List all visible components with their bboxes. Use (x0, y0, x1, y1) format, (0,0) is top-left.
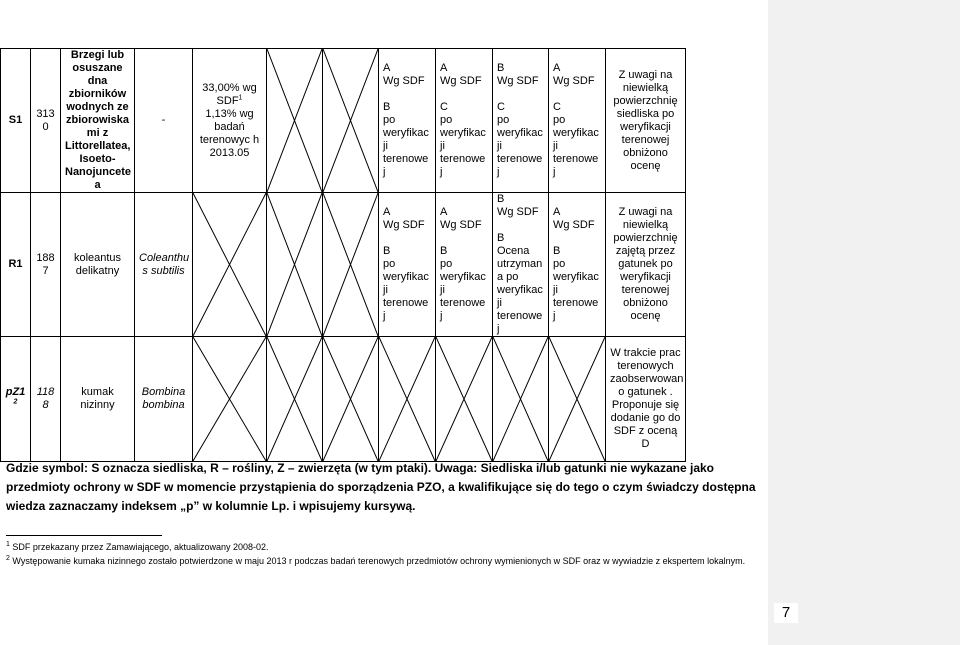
assessment-line: C (440, 101, 448, 113)
assessment-line: po (383, 258, 396, 270)
pct-survey: 1,13% wg badań terenowyc h 2013.05 (199, 107, 260, 159)
assessment-line: weryfikac (440, 127, 486, 139)
assessment-line: B (553, 245, 561, 257)
empty-crossed-cell (267, 49, 323, 193)
assessment-line: terenowe (553, 153, 599, 165)
assessment-line: ji (553, 284, 558, 296)
footnote-ref: 1 (238, 93, 243, 101)
legend-note: Gdzie symbol: S oznacza siedliska, R – rośliny, Z – zwierzęta (w tym ptaki). Uwaga: Siedliska i/lub gatunki nie wykazane jako przedmioty ochrony w SDF w momencie przystąpienia do sporządzenia PZO, a kwalifikujące się do tego o czym świadczy dostępna wiedza zaznaczamy indeksem „p” w kolumnie Lp. i wpisujemy kursywą. (6, 461, 756, 513)
empty-crossed-cell (267, 337, 323, 462)
assessment-line: weryfikac (497, 127, 543, 139)
row-name: Brzegi lub osuszane dna zbiorników wodnych ze zbiorowiska mi z Littorellatea, Isoeto-Nanojuncete a (61, 49, 135, 193)
row-latin-name: Coleanthu s subtilis (135, 193, 193, 337)
assessment-line: B (497, 193, 505, 205)
assessment-line: j (440, 166, 443, 178)
assessment-line: po (440, 258, 453, 270)
empty-crossed-cell (379, 337, 436, 462)
assessment-cell (549, 193, 606, 337)
assessment-line: Wg SDF (440, 75, 482, 87)
footnote-2 (6, 555, 766, 567)
row-number: 313 0 (31, 49, 61, 193)
pct-sdf: 33,00% wg SDF (202, 81, 257, 107)
footnote-text: SDF przekazany przez Zamawiającego, aktualizowany 2008-02. (12, 542, 269, 552)
assessment-line: B (383, 245, 391, 257)
assessment-cell (436, 49, 493, 193)
assessment-line: weryfikac (497, 284, 543, 296)
protection-subjects-table (0, 48, 769, 462)
page-number: 7 (774, 603, 798, 623)
assessment-line: j (553, 166, 556, 178)
assessment-line: po (553, 114, 566, 126)
assessment-line: terenowe (497, 153, 543, 165)
remarks-cell: W trakcie prac terenowych zaobserwowan o gatunek . Proponuje się dodanie go do SDF z oceną D (606, 337, 686, 462)
assessment-line: ji (553, 140, 558, 152)
row-number: 188 7 (31, 193, 61, 337)
assessment-line: ji (497, 297, 502, 309)
empty-crossed-cell (267, 193, 323, 337)
assessment-line: Wg SDF (383, 219, 425, 231)
table-row (1, 193, 769, 337)
row-name: koleantus delikatny (61, 193, 135, 337)
assessment-line: po (440, 114, 453, 126)
row-latin-name: - (135, 49, 193, 193)
assessment-line: Wg SDF (497, 206, 539, 218)
footnote-divider (6, 535, 162, 536)
assessment-line: Wg SDF (440, 219, 482, 231)
remarks-cell: Z uwagi na niewielką powierzchnię siedliska po weryfikacji terenowej obniżono ocenę (606, 49, 686, 193)
row-code-text: pZ1 (5, 386, 26, 398)
assessment-line: A (440, 62, 448, 74)
assessment-line: j (497, 323, 500, 335)
assessment-line: weryfikac (553, 127, 599, 139)
assessment-line: weryfikac (553, 271, 599, 283)
assessment-cell (549, 49, 606, 193)
assessment-line: A (553, 62, 561, 74)
table-row (1, 49, 769, 193)
assessment-line: Wg SDF (383, 75, 425, 87)
assessment-line: weryfikac (383, 271, 429, 283)
assessment-line: A (383, 206, 391, 218)
empty-crossed-cell (493, 337, 549, 462)
assessment-line: Ocena (497, 245, 530, 257)
assessment-line: ji (383, 284, 388, 296)
empty-crossed-cell (193, 337, 267, 462)
row-code: R1 (1, 193, 31, 337)
assessment-line: j (440, 310, 443, 322)
assessment-line: terenowe (440, 297, 486, 309)
assessment-line: A (440, 206, 448, 218)
row-name: kumak nizinny (61, 337, 135, 462)
empty-crossed-cell (193, 193, 267, 337)
empty-crossed-cell (323, 337, 379, 462)
assessment-line: weryfikac (440, 271, 486, 283)
empty-crossed-cell (549, 337, 606, 462)
assessment-line: ji (440, 140, 445, 152)
footnote-mark: 2 (6, 555, 10, 562)
assessment-line: A (383, 62, 391, 74)
assessment-line: po (553, 258, 566, 270)
footnote-text: Występowanie kumaka nizinnego zostało potwierdzone w maju 2013 r podczas badań terenowych przedmiotów ochrony wymienionych w SDF oraz w wywiadzie z ekspertem lokalnym. (12, 556, 746, 566)
remarks-cell: Z uwagi na niewielką powierzchnię zajętą przez gatunek po weryfikacji terenowej obniżono ocenę (606, 193, 686, 337)
footnote-1 (6, 541, 766, 553)
assessment-line: j (383, 166, 386, 178)
assessment-line: weryfikac (383, 127, 429, 139)
assessment-line: po (383, 114, 396, 126)
empty-crossed-cell (436, 337, 493, 462)
empty-crossed-cell (323, 193, 379, 337)
assessment-line: ji (383, 140, 388, 152)
row-latin-name: Bombina bombina (135, 337, 193, 462)
empty-crossed-cell (323, 49, 379, 193)
assessment-line: C (553, 101, 561, 113)
row-percentage (193, 49, 267, 193)
assessment-line: ji (440, 284, 445, 296)
assessment-line: j (497, 166, 500, 178)
assessment-line: terenowe (553, 297, 599, 309)
assessment-line: Wg SDF (553, 75, 595, 87)
table-row (1, 337, 769, 462)
assessment-line: B (497, 232, 505, 244)
assessment-line: j (553, 310, 556, 322)
row-code (1, 337, 31, 462)
assessment-line: j (383, 310, 386, 322)
assessment-line: Wg SDF (553, 219, 595, 231)
assessment-line: a po (497, 271, 519, 283)
row-number: 118 8 (31, 337, 61, 462)
assessment-cell (379, 49, 436, 193)
footnote-mark: 1 (6, 541, 10, 548)
assessment-cell (493, 49, 549, 193)
assessment-cell (493, 193, 549, 337)
assessment-cell (436, 193, 493, 337)
assessment-line: terenowe (440, 153, 486, 165)
assessment-cell (379, 193, 436, 337)
assessment-line: C (497, 101, 505, 113)
assessment-line: ji (497, 140, 502, 152)
assessment-line: Wg SDF (497, 75, 539, 87)
assessment-line: terenowe (383, 297, 429, 309)
assessment-line: B (383, 101, 391, 113)
assessment-line: terenowe (497, 310, 543, 322)
assessment-line: utrzyman (497, 258, 543, 270)
row-code: S1 (1, 49, 31, 193)
assessment-line: A (553, 206, 561, 218)
right-margin-panel (768, 0, 960, 645)
assessment-line: terenowe (383, 153, 429, 165)
footnote-ref: 2 (13, 398, 18, 406)
assessment-line: po (497, 114, 510, 126)
assessment-line: B (440, 245, 448, 257)
assessment-line: B (497, 62, 505, 74)
